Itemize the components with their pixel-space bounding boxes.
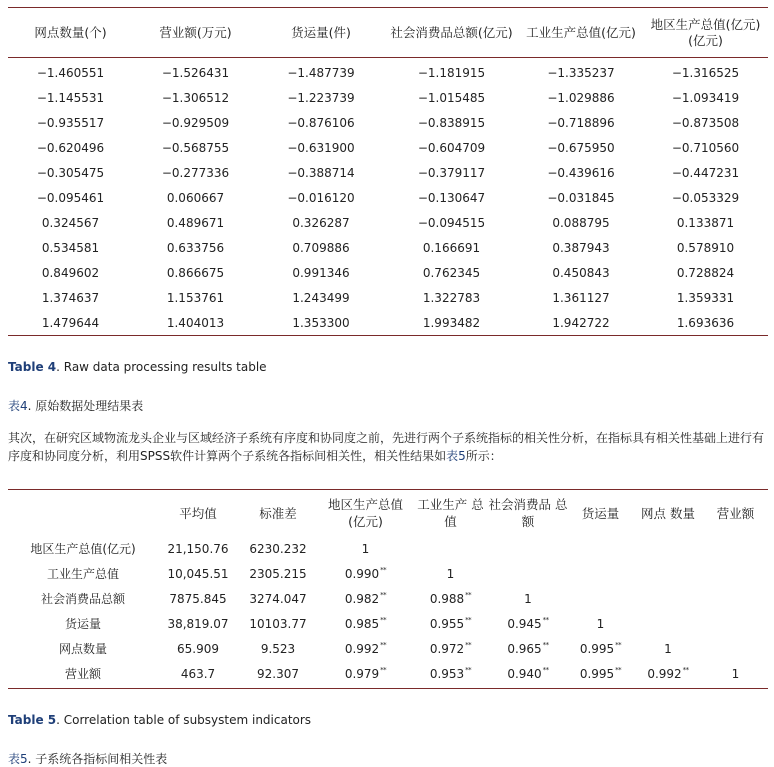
column-header: 货运量(件) — [258, 8, 384, 58]
table-cell: 0.387943 — [552, 240, 610, 255]
significance-mark: ** — [380, 666, 387, 674]
significance-mark: ** — [682, 666, 689, 674]
correlation-cell — [413, 536, 488, 561]
table-cell: 1.693636 — [676, 315, 735, 330]
correlation-cell — [488, 561, 568, 586]
table4-caption-en-text: . Raw data processing results table — [56, 360, 267, 374]
table-cell: −0.929509 — [161, 115, 230, 130]
table5-caption-en — [8, 713, 311, 727]
column-header — [8, 490, 158, 537]
correlation-cell — [413, 611, 488, 636]
significance-mark: ** — [380, 566, 387, 574]
row-label: 工业生产总值 — [46, 567, 119, 581]
table-cell: −0.277336 — [161, 165, 230, 180]
correlation-cell — [488, 611, 568, 636]
table-row — [8, 58, 768, 86]
table-row — [8, 636, 768, 661]
table-cell: 0.489671 — [166, 215, 225, 230]
table-cell: −1.335237 — [547, 65, 615, 80]
correlation-cell — [413, 636, 488, 661]
table-row — [8, 135, 768, 160]
table5-link[interactable]: 表5 — [446, 449, 466, 463]
table5-caption-cn-text: . 子系统各指标间相关性表 — [27, 752, 168, 766]
paragraph-text-after: 所示： — [465, 449, 502, 463]
correlation-value: 1 — [524, 591, 532, 606]
table-cell: −0.631900 — [287, 140, 355, 155]
mean-cell: 10,045.51 — [167, 566, 229, 581]
correlation-cell — [318, 611, 413, 636]
correlation-value: 0.972 — [429, 642, 465, 656]
table-cell: 0.088795 — [552, 215, 610, 230]
paragraph-text-before: 其次，在研究区域物流龙头企业与区域经济子系统有序度和协同度之前，先进行两个子系统指标的相关性分析，在指标具有相关性基础上进行有序度和协同度分析，利用SPSS软件计算两个子系统各指标间相关性，相关性结果如 — [8, 431, 765, 463]
table-cell: −0.873508 — [671, 115, 740, 130]
correlation-cell — [413, 586, 488, 611]
correlation-cell — [703, 611, 768, 636]
column-header: 平均值 — [179, 505, 217, 521]
table-cell: −0.439616 — [547, 165, 615, 180]
correlation-cell — [633, 661, 703, 689]
correlation-cell — [703, 636, 768, 661]
table-cell: −0.305475 — [36, 165, 105, 180]
table-cell: 1.153761 — [166, 290, 225, 305]
table-row — [8, 185, 768, 210]
table-cell: 0.166691 — [422, 240, 481, 255]
correlation-cell — [568, 586, 633, 611]
correlation-value: 1 — [361, 541, 370, 556]
table-cell: −1.029886 — [547, 90, 615, 105]
correlation-cell — [318, 661, 413, 689]
column-header: 社会消费品总额(亿元) — [384, 8, 519, 58]
table-cell: 0.324567 — [41, 215, 100, 230]
mean-cell: 463.7 — [180, 666, 216, 681]
table-cell: −0.568755 — [161, 140, 230, 155]
correlation-value: 0.995 — [579, 667, 615, 681]
table-cell: 0.709886 — [292, 240, 350, 255]
correlation-cell — [703, 561, 768, 586]
row-label: 营业额 — [64, 667, 101, 681]
table4-caption-cn — [8, 397, 143, 414]
table-cell: −0.620496 — [36, 140, 105, 155]
significance-mark: ** — [542, 666, 549, 674]
correlation-value: 0.988 — [429, 592, 465, 606]
table-row — [8, 310, 768, 336]
table-cell: 1.993482 — [422, 315, 481, 330]
table-cell: 0.578910 — [676, 240, 735, 255]
correlation-cell — [488, 586, 568, 611]
correlation-cell — [633, 611, 703, 636]
table-cell: 0.060667 — [166, 190, 225, 205]
table-cell: −0.718896 — [547, 115, 615, 130]
table5-caption-en-label[interactable]: Table 5 — [8, 713, 57, 727]
correlation-cell — [488, 661, 568, 689]
table-row — [8, 160, 768, 185]
sd-cell: 92.307 — [257, 666, 299, 681]
correlation-value: 0.992 — [647, 667, 682, 681]
correlation-value: 0.990 — [344, 567, 380, 581]
table-row — [8, 110, 768, 135]
correlation-cell — [703, 661, 768, 689]
column-header: 地区生产总值 (亿元) — [327, 497, 403, 529]
correlation-cell — [703, 586, 768, 611]
table-row — [8, 561, 768, 586]
table-cell: 1.404013 — [166, 315, 225, 330]
correlation-cell — [488, 636, 568, 661]
table-cell: 1.359331 — [676, 290, 735, 305]
correlation-value: 0.995 — [579, 642, 615, 656]
table5-caption-cn — [8, 750, 167, 767]
table-row — [8, 210, 768, 235]
correlation-value: 1 — [446, 566, 455, 581]
table-cell: 1.322783 — [422, 290, 481, 305]
correlation-cell — [413, 661, 488, 689]
table-row — [8, 586, 768, 611]
table-cell: 1.374637 — [41, 290, 100, 305]
table-cell: −0.838915 — [417, 115, 486, 130]
table-cell: 0.728824 — [676, 265, 735, 280]
mean-cell: 21,150.76 — [167, 541, 229, 556]
table5-caption-en-text: . Correlation table of subsystem indicators — [56, 713, 312, 727]
table-cell: −0.388714 — [287, 165, 355, 180]
table-cell: 0.762345 — [422, 265, 481, 280]
column-header: 地区生产总值(亿元)(亿元) — [643, 8, 768, 58]
table-row — [8, 260, 768, 285]
correlation-cell — [413, 561, 488, 586]
correlation-value: 0.985 — [344, 617, 380, 631]
sd-cell: 10103.77 — [249, 616, 307, 631]
correlation-cell — [568, 661, 633, 689]
correlation-value: 0.992 — [344, 642, 380, 656]
table-cell: 0.534581 — [41, 240, 100, 255]
correlation-cell — [633, 586, 703, 611]
mean-cell: 38,819.07 — [167, 616, 229, 631]
table5-caption-cn-label[interactable]: 表5 — [8, 752, 28, 766]
raw-data-table — [8, 7, 768, 336]
significance-mark: ** — [465, 666, 472, 674]
correlation-cell — [703, 536, 768, 561]
table-cell: −0.016120 — [287, 190, 355, 205]
table-cell: 1.942722 — [552, 315, 610, 330]
sd-cell: 2305.215 — [249, 566, 307, 581]
table-row — [8, 235, 768, 260]
sd-cell: 6230.232 — [249, 541, 307, 556]
table-cell: −1.316525 — [671, 65, 740, 80]
table4-caption-en — [8, 360, 267, 374]
column-header: 工业生产总值(亿元) — [519, 8, 643, 58]
significance-mark: ** — [380, 641, 387, 649]
table-cell: 0.326287 — [292, 215, 350, 230]
table-cell: −1.093419 — [671, 90, 740, 105]
table-cell: 0.849602 — [41, 265, 100, 280]
column-header: 标准差 — [259, 505, 297, 521]
row-label: 网点数量 — [58, 642, 107, 656]
table-cell: −0.130647 — [417, 190, 486, 205]
significance-mark: ** — [465, 616, 472, 624]
column-header: 营业额(万元) — [133, 8, 258, 58]
correlation-cell — [318, 536, 413, 561]
mean-cell: 7875.845 — [169, 591, 227, 606]
sd-cell: 9.523 — [260, 641, 296, 656]
correlation-cell — [318, 586, 413, 611]
table-row — [8, 285, 768, 310]
correlation-cell — [488, 536, 568, 561]
significance-mark: ** — [380, 591, 387, 599]
correlation-cell — [633, 561, 703, 586]
table-row — [8, 85, 768, 110]
significance-mark: ** — [542, 616, 549, 624]
table-header-row — [8, 8, 768, 58]
table-cell: −0.675950 — [547, 140, 615, 155]
significance-mark: ** — [542, 641, 549, 649]
table-cell: 0.133871 — [676, 215, 735, 230]
table-cell: −1.145531 — [36, 90, 105, 105]
column-header: 网点 数量 — [641, 505, 695, 521]
table-cell: −0.094515 — [417, 215, 486, 230]
table-cell: 1.353300 — [292, 315, 350, 330]
table-cell: 1.479644 — [41, 315, 100, 330]
table-header-row — [8, 490, 768, 537]
correlation-cell — [318, 561, 413, 586]
row-label: 货运量 — [64, 617, 101, 631]
correlation-value: 1 — [731, 666, 740, 681]
correlation-value: 1 — [664, 641, 672, 656]
correlation-table — [8, 489, 768, 689]
table-cell: −1.181915 — [417, 65, 486, 80]
correlation-value: 0.945 — [507, 617, 542, 631]
table-cell: −1.015485 — [417, 90, 486, 105]
table-cell: −1.306512 — [161, 90, 230, 105]
table-cell: −0.379117 — [417, 165, 486, 180]
correlation-value: 0.940 — [507, 667, 542, 681]
correlation-cell — [568, 536, 633, 561]
table-cell: −0.447231 — [671, 165, 740, 180]
table-row — [8, 661, 768, 689]
table-cell: 0.991346 — [292, 265, 350, 280]
correlation-cell — [633, 536, 703, 561]
row-label: 地区生产总值(亿元) — [30, 542, 136, 556]
correlation-value: 0.953 — [429, 667, 465, 681]
table-cell: −0.095461 — [36, 190, 105, 205]
table-row — [8, 611, 768, 636]
column-header: 社会消费品 总额 — [488, 497, 568, 529]
table-cell: 1.243499 — [292, 290, 350, 305]
table-cell: −1.460551 — [36, 65, 105, 80]
column-header: 网点数量(个) — [8, 8, 133, 58]
table-cell: −0.604709 — [417, 140, 486, 155]
correlation-cell — [318, 636, 413, 661]
significance-mark: ** — [465, 641, 472, 649]
table4-caption-cn-label[interactable]: 表4 — [8, 399, 28, 413]
mean-cell: 65.909 — [177, 641, 219, 656]
table-cell: 0.450843 — [552, 265, 610, 280]
table-cell: −0.053329 — [671, 190, 740, 205]
table-cell: −0.876106 — [287, 115, 355, 130]
correlation-value: 1 — [596, 616, 605, 631]
table-cell: −0.710560 — [671, 140, 740, 155]
table-cell: 1.361127 — [552, 290, 610, 305]
table-cell: −1.526431 — [161, 65, 230, 80]
correlation-value: 0.982 — [344, 592, 380, 606]
column-header: 营业额 — [716, 505, 755, 521]
body-paragraph — [8, 429, 768, 465]
correlation-cell — [633, 636, 703, 661]
table-cell: −1.487739 — [287, 65, 355, 80]
column-header: 货运量 — [581, 505, 620, 521]
table-cell: 0.633756 — [166, 240, 225, 255]
table-cell: −0.031845 — [547, 190, 615, 205]
table-row — [8, 536, 768, 561]
table-cell: −0.935517 — [36, 115, 105, 130]
significance-mark: ** — [465, 591, 472, 599]
table4-caption-cn-text: . 原始数据处理结果表 — [27, 399, 144, 413]
row-label: 社会消费品总额 — [40, 592, 125, 606]
correlation-value: 0.979 — [344, 667, 380, 681]
correlation-value: 0.965 — [507, 642, 542, 656]
correlation-cell — [568, 561, 633, 586]
correlation-value: 0.955 — [429, 617, 465, 631]
table-cell: −1.223739 — [287, 90, 355, 105]
column-header: 工业生产 总值 — [417, 497, 484, 529]
significance-mark: ** — [615, 641, 622, 649]
significance-mark: ** — [615, 666, 622, 674]
correlation-cell — [568, 636, 633, 661]
correlation-cell — [568, 611, 633, 636]
sd-cell: 3274.047 — [249, 591, 307, 606]
significance-mark: ** — [380, 616, 387, 624]
table4-caption-en-label[interactable]: Table 4 — [8, 360, 57, 374]
table-cell: 0.866675 — [166, 265, 225, 280]
